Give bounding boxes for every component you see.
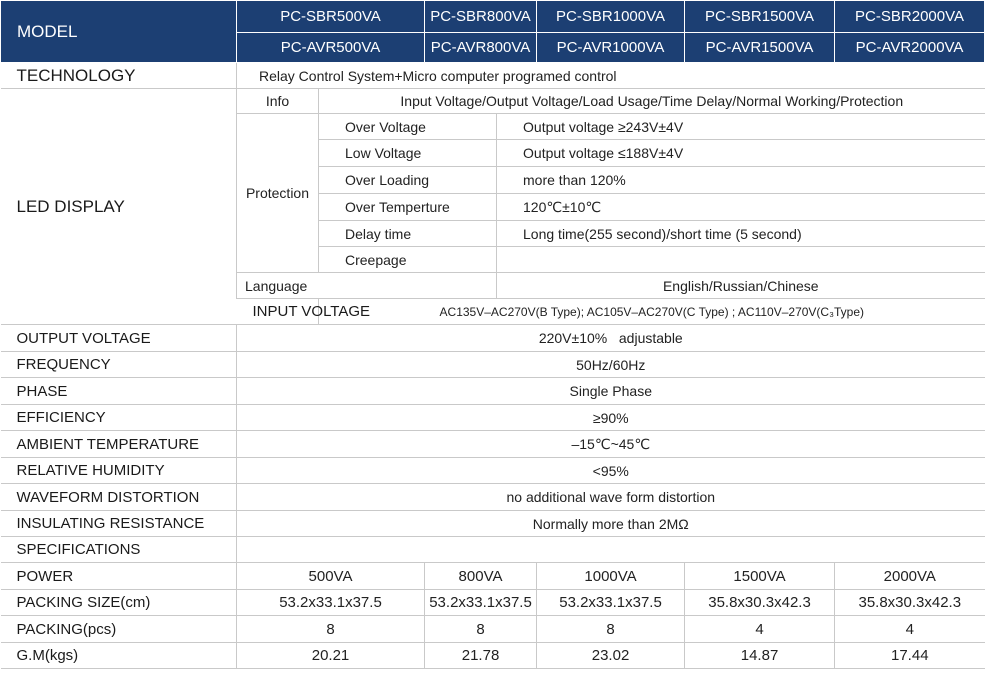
model-value-cell: 21.78 [425,643,537,669]
model-value-row [1,563,985,590]
spec-row [1,458,985,484]
model-value-cell: 8 [425,616,537,643]
spec-value: –15℃~45℃ [237,431,985,458]
protection-item-value: Output voltage ≥243V±4V [497,114,985,140]
protection-item-value: 120℃±10℃ [497,194,985,221]
spec-row [1,431,985,458]
protection-item-value [497,247,985,273]
model-value-cell: 4 [685,616,835,643]
model-value-row [1,643,985,669]
specifications-blank [237,537,985,563]
spec-value: Single Phase [237,378,985,405]
model-label: MODEL [1,1,237,63]
spec-value: no additional wave form distortion [237,484,985,511]
language-value: English/Russian/Chinese [497,273,985,299]
model-value-cell: 53.2x33.1x37.5 [537,590,685,616]
protection-item-name: Over Voltage [319,114,497,140]
spec-row [1,352,985,378]
spec-label: OUTPUT VOLTAGE [1,325,237,352]
spec-row [1,484,985,511]
protection-item-name: Low Voltage [319,140,497,167]
protection-item-name: Over Loading [319,167,497,194]
model-avr-1000: PC-AVR1000VA [537,33,685,63]
model-value-cell: 1000VA [537,563,685,590]
protection-item-name: Delay time [319,221,497,247]
model-value-cell: 35.8x30.3x42.3 [835,590,985,616]
model-value-cell: 14.87 [685,643,835,669]
spec-value: Normally more than 2MΩ [237,511,985,537]
model-avr-2000: PC-AVR2000VA [835,33,985,63]
model-value-cell: 500VA [237,563,425,590]
model-avr-1500: PC-AVR1500VA [685,33,835,63]
model-value-row [1,616,985,643]
model-value-cell: 800VA [425,563,537,590]
model-value-cell: 1500VA [685,563,835,590]
model-avr-800: PC-AVR800VA [425,33,537,63]
header-row-sbr [1,1,985,33]
spec-label: INSULATING RESISTANCE [1,511,237,537]
model-value-row [1,590,985,616]
specifications-row [1,537,985,563]
model-value-cell: 8 [537,616,685,643]
spec-value: ≥90% [237,405,985,431]
model-value-label: G.M(kgs) [1,643,237,669]
protection-label: Protection [237,114,319,273]
spec-label: PHASE [1,378,237,405]
spec-value: <95% [237,458,985,484]
model-value-cell: 17.44 [835,643,985,669]
model-value-label: POWER [1,563,237,590]
model-value-cell: 53.2x33.1x37.5 [425,590,537,616]
led-display-label: LED DISPLAY [1,89,237,325]
spec-label: RELATIVE HUMIDITY [1,458,237,484]
model-value-cell: 53.2x33.1x37.5 [237,590,425,616]
led-info-row [1,89,985,114]
spec-row [1,325,985,352]
model-value-label: PACKING(pcs) [1,616,237,643]
protection-item-value: more than 120% [497,167,985,194]
technology-label: TECHNOLOGY [1,63,237,89]
model-value-cell: 20.21 [237,643,425,669]
model-value-cell: 2000VA [835,563,985,590]
protection-item-value: Output voltage ≤188V±4V [497,140,985,167]
model-value-cell: 8 [237,616,425,643]
model-value-cell: 23.02 [537,643,685,669]
spec-label: WAVEFORM DISTORTION [1,484,237,511]
model-value-cell: 35.8x30.3x42.3 [685,590,835,616]
protection-item-name: Over Temperture [319,194,497,221]
spec-label: FREQUENCY [1,352,237,378]
info-label: Info [237,89,319,114]
model-sbr-1000: PC-SBR1000VA [537,1,685,33]
spec-row [1,511,985,537]
model-sbr-1500: PC-SBR1500VA [685,1,835,33]
spec-label: EFFICIENCY [1,405,237,431]
model-avr-500: PC-AVR500VA [237,33,425,63]
info-value: Input Voltage/Output Voltage/Load Usage/Time Delay/Normal Working/Protection [319,89,985,114]
spec-value: 50Hz/60Hz [237,352,985,378]
model-value-cell: 4 [835,616,985,643]
specifications-label: SPECIFICATIONS [1,537,237,563]
technology-value: Relay Control System+Micro computer programed control [237,63,985,89]
protection-item-name: Creepage [319,247,497,273]
language-label: Language [237,273,497,299]
spec-row [1,378,985,405]
spec-value: AC135V–AC270V(B Type); AC105V–AC270V(C Type) ; AC110V–270V(C₃Type) [319,299,985,325]
model-value-label: PACKING SIZE(cm) [1,590,237,616]
technology-row [1,63,985,89]
protection-item-value: Long time(255 second)/short time (5 second) [497,221,985,247]
spec-label: AMBIENT TEMPERATURE [1,431,237,458]
model-sbr-2000: PC-SBR2000VA [835,1,985,33]
spec-value: 220V±10% adjustable [237,325,985,352]
spec-label: INPUT VOLTAGE [237,299,319,325]
model-sbr-800: PC-SBR800VA [425,1,537,33]
spec-row [1,405,985,431]
model-sbr-500: PC-SBR500VA [237,1,425,33]
